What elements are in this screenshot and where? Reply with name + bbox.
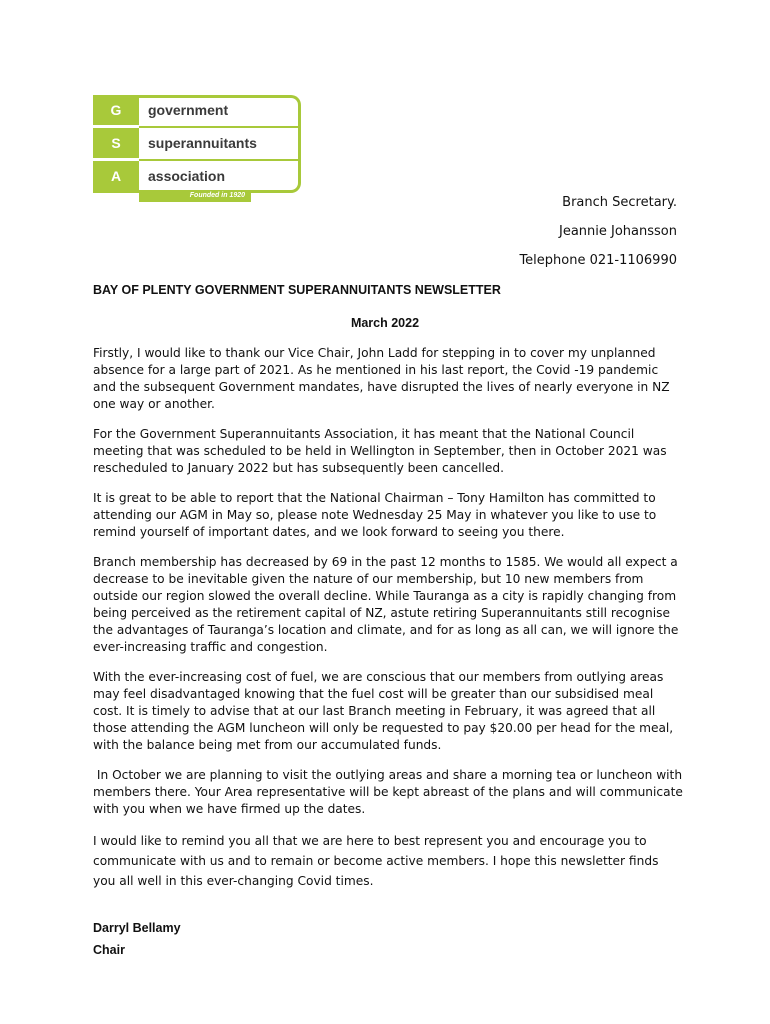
contact-name: Jeannie Johansson xyxy=(559,224,677,239)
logo-word-association: association xyxy=(148,168,226,184)
signature-name: Darryl Bellamy xyxy=(93,921,181,935)
signature-title: Chair xyxy=(93,943,125,957)
gsa-logo xyxy=(93,95,305,203)
paragraph: It is great to be able to report that the National Chairman – Tony Hamilton has committed to attending our AGM in May so, please note Wednesday 25 May in whatever you like to use to remind yourself of important dates, and we look forward to seeing you there. xyxy=(93,491,657,539)
paragraph: In October we are planning to visit the outlying areas and share a morning tea or luncheon with members there. Your Area representative will be kept abreast of the plans and will communicate with you when we have firmed up the dates. xyxy=(93,768,687,816)
logo-founded-banner: Founded in 1920 xyxy=(139,190,251,202)
logo-row-g xyxy=(93,95,301,125)
logo-word-superannuitants: superannuitants xyxy=(148,135,257,151)
paragraph: Firstly, I would like to thank our Vice Chair, John Ladd for stepping in to cover my unplanned absence for a large part of 2021. As he mentioned in his last report, the Covid -19 pandemic and the subsequent Government mandates, have disrupted the lives of nearly everyone in NZ one way or another. xyxy=(93,346,670,411)
logo-letter-g: G xyxy=(93,95,139,125)
logo-letter-s: S xyxy=(93,128,139,158)
paragraph: For the Government Superannuitants Association, it has meant that the National Council meeting that was scheduled to be held in Wellington in September, then in October 2021 was rescheduled to January 2022 but has subsequently been cancelled. xyxy=(93,427,667,475)
logo-row-s xyxy=(93,128,301,158)
logo-word-government: government xyxy=(148,102,229,118)
contact-role: Branch Secretary. xyxy=(562,195,677,210)
paragraph: Branch membership has decreased by 69 in the past 12 months to 1585. We would all expect a decrease to be inevitable given the nature of our membership, but 10 new members from outside our region slowed the overall decline. While Tauranga as a city is rapidly changing from being perceived as the retirement capital of NZ, astute retiring Superannuitants still recognise the advantages of Tauranga’s location and climate, and for as long as all can, we will ignore the ever-increasing traffic and congestion. xyxy=(93,555,679,654)
newsletter-body xyxy=(93,345,687,904)
paragraph: With the ever-increasing cost of fuel, we are conscious that our members from outlying areas may feel disadvantaged knowing that the fuel cost will be greater than our subsidised meal cost. It is timely to advise that at our last Branch meeting in February, it was agreed that all those attending the AGM luncheon will only be requested to pay $20.00 per head for the meal, with the balance being met from our accumulated funds. xyxy=(93,670,674,752)
newsletter-date: March 2022 xyxy=(350,316,420,330)
contact-phone: Telephone 021-1106990 xyxy=(519,253,677,268)
logo-letter-a: A xyxy=(93,161,139,191)
paragraph: I would like to remind you all that we are here to best represent you and encourage you to communicate with us and to remain or become active members. I hope this newsletter finds you all well in this ever-changing Covid times. xyxy=(93,834,659,888)
logo-row-a xyxy=(93,161,301,191)
newsletter-heading: BAY OF PLENTY GOVERNMENT SUPERANNUITANTS NEWSLETTER xyxy=(93,283,501,297)
